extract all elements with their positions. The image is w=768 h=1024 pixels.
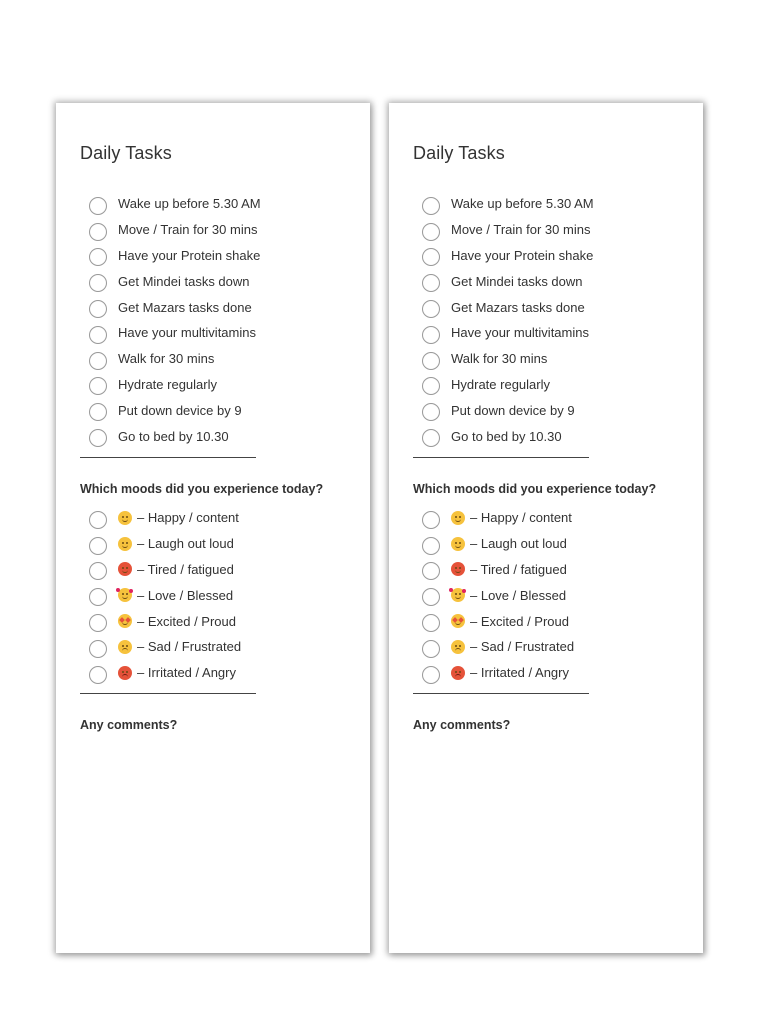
task-item	[89, 397, 261, 423]
smiling-face-emoji-icon	[118, 511, 132, 525]
task-item	[422, 243, 594, 269]
weary-face-emoji-icon	[451, 640, 465, 654]
task-checkbox[interactable]	[422, 223, 440, 241]
task-item	[422, 294, 594, 320]
task-item	[422, 268, 594, 294]
task-label: Have your multivitamins	[118, 325, 256, 341]
mood-checkbox[interactable]	[89, 562, 107, 580]
task-label: Have your Protein shake	[451, 247, 594, 263]
task-item	[89, 423, 261, 449]
task-checkbox[interactable]	[422, 326, 440, 344]
smiling-face-with-hearts-emoji-icon	[451, 588, 465, 602]
task-label: Get Mazars tasks done	[118, 299, 252, 315]
mood-item	[422, 531, 574, 557]
mood-question: Which moods did you experience today?	[80, 482, 324, 496]
woozy-face-emoji-icon	[451, 537, 465, 551]
mood-label: – Love / Blessed	[470, 587, 567, 603]
task-list	[89, 191, 261, 449]
task-label: Move / Train for 30 mins	[451, 222, 591, 238]
task-checkbox[interactable]	[422, 248, 440, 266]
mood-label: – Happy / content	[470, 510, 572, 526]
mood-checkbox[interactable]	[422, 562, 440, 580]
task-label: Walk for 30 mins	[118, 351, 215, 367]
smiling-face-with-hearts-emoji-icon	[118, 588, 132, 602]
task-item	[422, 372, 594, 398]
task-checkbox[interactable]	[89, 352, 107, 370]
task-label: Get Mazars tasks done	[451, 299, 585, 315]
task-item	[422, 397, 594, 423]
card-title: Daily Tasks	[413, 143, 505, 163]
task-checkbox[interactable]	[422, 274, 440, 292]
task-checkbox[interactable]	[89, 274, 107, 292]
mood-list	[89, 505, 241, 686]
mood-label: – Sad / Frustrated	[470, 639, 575, 655]
task-checkbox[interactable]	[422, 403, 440, 421]
task-label: Wake up before 5.30 AM	[451, 196, 594, 212]
task-checkbox[interactable]	[422, 300, 440, 318]
comments-label: Any comments?	[413, 718, 511, 732]
task-checkbox[interactable]	[89, 377, 107, 395]
mood-checkbox[interactable]	[89, 537, 107, 555]
task-list	[422, 191, 594, 449]
task-item	[89, 268, 261, 294]
task-item	[422, 217, 594, 243]
mood-item	[422, 660, 574, 686]
mood-item	[89, 557, 241, 583]
task-checkbox[interactable]	[89, 403, 107, 421]
task-item	[422, 423, 594, 449]
mood-item	[422, 582, 574, 608]
mood-item	[422, 608, 574, 634]
mood-label: – Irritated / Angry	[470, 665, 569, 681]
angry-face-emoji-icon	[451, 666, 465, 680]
star-struck-emoji-icon	[118, 614, 132, 628]
mood-checkbox[interactable]	[422, 537, 440, 555]
mood-question: Which moods did you experience today?	[413, 482, 657, 496]
mood-checkbox[interactable]	[89, 640, 107, 658]
weary-face-emoji-icon	[118, 640, 132, 654]
mood-item	[89, 608, 241, 634]
card-title: Daily Tasks	[80, 143, 172, 163]
mood-label: – Tired / fatigued	[470, 561, 567, 577]
task-checkbox[interactable]	[89, 429, 107, 447]
mood-label: – Excited / Proud	[137, 613, 236, 629]
divider	[80, 693, 256, 694]
mood-label: – Happy / content	[137, 510, 239, 526]
mood-item	[89, 505, 241, 531]
task-item	[89, 191, 261, 217]
tired-face-emoji-icon	[451, 562, 465, 576]
task-label: Go to bed by 10.30	[451, 428, 562, 444]
task-checkbox[interactable]	[89, 326, 107, 344]
task-item	[89, 372, 261, 398]
mood-item	[422, 557, 574, 583]
smiling-face-emoji-icon	[451, 511, 465, 525]
divider	[80, 457, 256, 458]
mood-checkbox[interactable]	[89, 614, 107, 632]
task-label: Have your multivitamins	[451, 325, 589, 341]
daily-tasks-card-right	[389, 103, 703, 953]
star-struck-emoji-icon	[451, 614, 465, 628]
task-checkbox[interactable]	[422, 352, 440, 370]
woozy-face-emoji-icon	[118, 537, 132, 551]
task-label: Wake up before 5.30 AM	[118, 196, 261, 212]
task-item	[89, 320, 261, 346]
mood-item	[89, 531, 241, 557]
task-label: Move / Train for 30 mins	[118, 222, 258, 238]
mood-item	[422, 634, 574, 660]
mood-label: – Tired / fatigued	[137, 561, 234, 577]
task-item	[89, 346, 261, 372]
mood-item	[422, 505, 574, 531]
mood-checkbox[interactable]	[422, 614, 440, 632]
task-label: Walk for 30 mins	[451, 351, 548, 367]
task-checkbox[interactable]	[89, 248, 107, 266]
task-label: Put down device by 9	[118, 402, 242, 418]
mood-list	[422, 505, 574, 686]
mood-checkbox[interactable]	[89, 588, 107, 606]
task-checkbox[interactable]	[89, 197, 107, 215]
mood-label: – Laugh out loud	[137, 536, 234, 552]
task-label: Get Mindei tasks down	[451, 273, 583, 289]
divider	[413, 693, 589, 694]
comments-label: Any comments?	[80, 718, 178, 732]
mood-item	[89, 582, 241, 608]
task-item	[89, 243, 261, 269]
task-checkbox[interactable]	[89, 300, 107, 318]
mood-label: – Sad / Frustrated	[137, 639, 242, 655]
mood-checkbox[interactable]	[422, 640, 440, 658]
task-checkbox[interactable]	[422, 429, 440, 447]
mood-checkbox[interactable]	[422, 666, 440, 684]
mood-label: – Love / Blessed	[137, 587, 234, 603]
task-label: Hydrate regularly	[118, 376, 217, 392]
task-label: Have your Protein shake	[118, 247, 261, 263]
task-checkbox[interactable]	[422, 377, 440, 395]
task-item	[422, 191, 594, 217]
task-label: Hydrate regularly	[451, 376, 550, 392]
task-label: Put down device by 9	[451, 402, 575, 418]
task-label: Get Mindei tasks down	[118, 273, 250, 289]
divider	[413, 457, 589, 458]
mood-checkbox[interactable]	[89, 511, 107, 529]
task-checkbox[interactable]	[89, 223, 107, 241]
mood-label: – Irritated / Angry	[137, 665, 236, 681]
task-item	[422, 320, 594, 346]
mood-item	[89, 634, 241, 660]
task-item	[89, 217, 261, 243]
mood-checkbox[interactable]	[422, 511, 440, 529]
task-label: Go to bed by 10.30	[118, 428, 229, 444]
task-item	[89, 294, 261, 320]
mood-item	[89, 660, 241, 686]
tired-face-emoji-icon	[118, 562, 132, 576]
mood-checkbox[interactable]	[89, 666, 107, 684]
mood-label: – Excited / Proud	[470, 613, 569, 629]
task-checkbox[interactable]	[422, 197, 440, 215]
daily-tasks-card-left	[56, 103, 370, 953]
task-item	[422, 346, 594, 372]
mood-label: – Laugh out loud	[470, 536, 567, 552]
angry-face-emoji-icon	[118, 666, 132, 680]
mood-checkbox[interactable]	[422, 588, 440, 606]
